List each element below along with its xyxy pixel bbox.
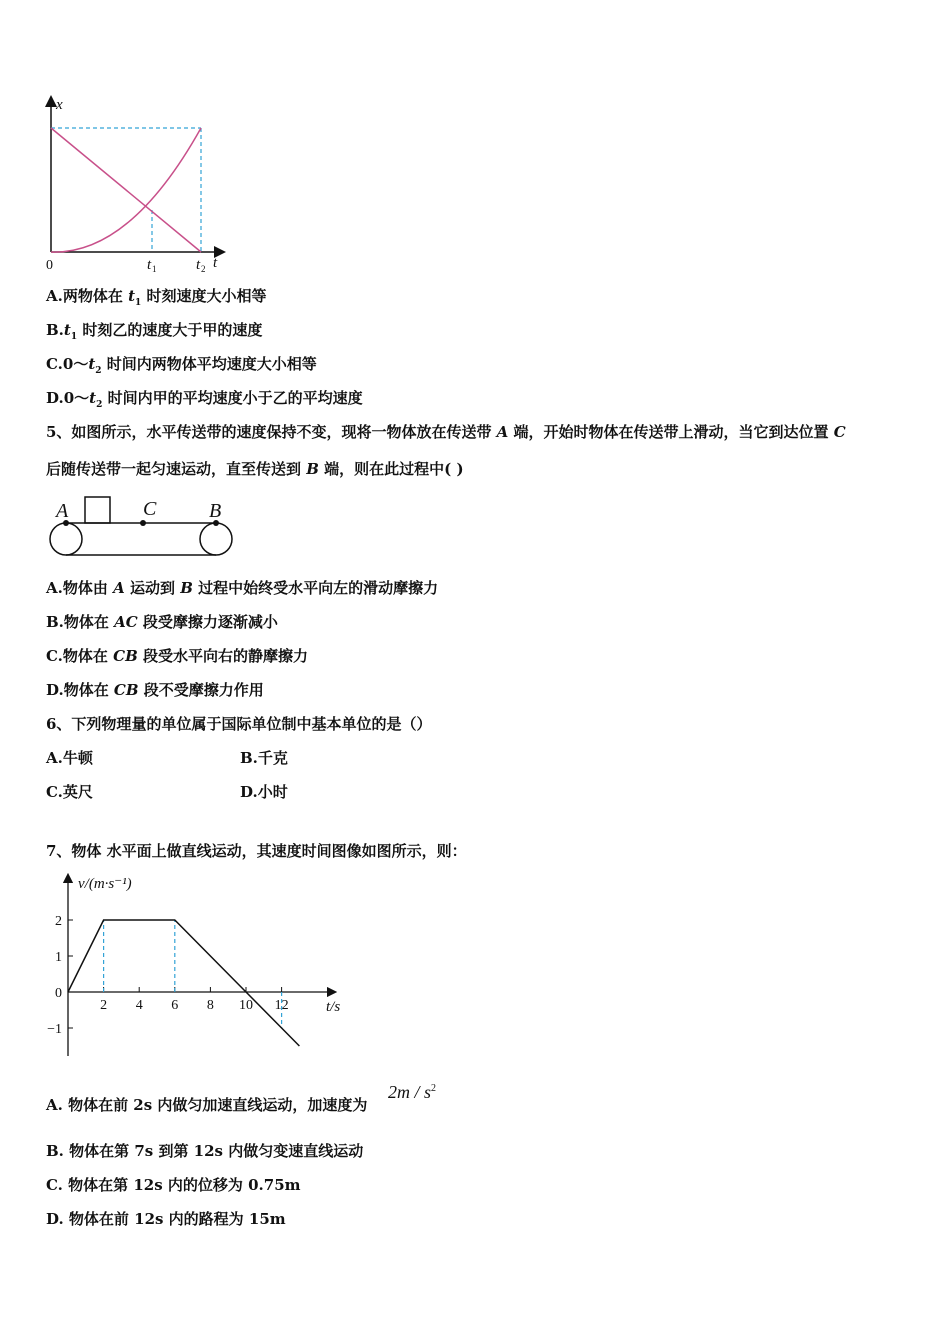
y-axis-label: x xyxy=(56,97,63,113)
q6-option-a: A.牛顿 xyxy=(46,749,93,767)
q6-row2 xyxy=(46,782,288,802)
t2-sub: 2 xyxy=(201,264,206,274)
x-tick-label: 2 xyxy=(100,998,108,1013)
q7-option-c: C. 物体在第 12s 内的位移为 0.75m xyxy=(46,1176,301,1194)
line-jia xyxy=(51,128,201,252)
velocity-line xyxy=(68,920,299,1046)
q7-option-b: B. 物体在第 7s 到第 12s 内做匀变速直线运动 xyxy=(46,1142,364,1160)
acceleration-formula: $2m / s^2$ xyxy=(388,1082,437,1102)
y-tick-label: 2 xyxy=(55,914,62,929)
q7-option-d: D. 物体在前 12s 内的路程为 15m xyxy=(46,1210,286,1228)
q7-stem: 7、物体 水平面上做直线运动，其速度时间图像如图所示，则： xyxy=(46,842,467,860)
q7-option-a: A. 物体在前 2s 内做匀加速直线运动，加速度为 xyxy=(46,1096,368,1114)
x-tick-label: 12 xyxy=(274,998,289,1013)
x-tick-label: 8 xyxy=(206,998,214,1013)
t1-sub: 1 xyxy=(152,264,157,274)
x-tick-label: 4 xyxy=(135,998,143,1013)
right-pulley xyxy=(200,523,232,555)
conveyor-diagram xyxy=(46,494,246,564)
label-b: B xyxy=(209,500,222,522)
xt-graph xyxy=(40,95,240,275)
left-pulley xyxy=(50,523,82,555)
q6-option-b: B.千克 xyxy=(240,749,288,767)
q4-option-c: $C.0\sim t_2$ 时间内两物体平均速度大小相等 xyxy=(46,355,317,376)
t2-label: t xyxy=(196,257,201,273)
q6-row1 xyxy=(46,748,288,768)
v-axis-label: v/(m·s⁻¹) xyxy=(78,876,132,892)
y-tick-label: −1 xyxy=(47,1022,62,1037)
q4-option-a: A.两物体在 $t_1$ 时刻速度大小相等 xyxy=(46,287,267,308)
vt-chart xyxy=(40,870,350,1060)
q5-option-c: C.物体在 CB 段受水平向右的静摩擦力 xyxy=(46,647,308,665)
q6-stem: 6、下列物理量的单位属于国际单位制中基本单位的是（） xyxy=(46,715,432,733)
q5-stem-line2: 后随传送带一起匀速运动，直至传送到 B 端，则在此过程中( ) xyxy=(46,460,464,478)
q5-option-d: D.物体在 CB 段不受摩擦力作用 xyxy=(46,681,264,699)
label-c: C xyxy=(143,498,157,520)
q4-option-b: $B.t_1$ 时刻乙的速度大于甲的速度 xyxy=(46,321,263,342)
y-tick-label: 1 xyxy=(55,950,62,965)
q5-stem-line1: 5、如图所示，水平传送带的速度保持不变，现将一物体放在传送带 A 端，开始时物体在传送带上滑动，当它到达位置 C xyxy=(46,423,846,441)
t-axis-label: t/s xyxy=(326,999,341,1015)
point-c xyxy=(140,520,146,526)
block xyxy=(85,497,110,523)
q6-option-c: C.英尺 xyxy=(46,783,93,801)
x-tick-label: 6 xyxy=(171,998,179,1013)
t1-label: t xyxy=(147,257,152,273)
q6-option-d: D.小时 xyxy=(240,783,288,801)
origin-label: 0 xyxy=(46,258,53,273)
y-tick-label: 0 xyxy=(55,986,62,1001)
label-a: A xyxy=(56,500,69,522)
q5-option-b: B.物体在 AC 段受摩擦力逐渐减小 xyxy=(46,613,278,631)
x-axis-label: t xyxy=(213,255,218,271)
x-tick-label: 10 xyxy=(239,998,253,1013)
q4-option-d: $D.0\sim t_2$ 时间内甲的平均速度小于乙的平均速度 xyxy=(46,389,363,410)
q5-option-a: A.物体由 A 运动到 B 过程中始终受水平向左的滑动摩擦力 xyxy=(46,579,439,597)
